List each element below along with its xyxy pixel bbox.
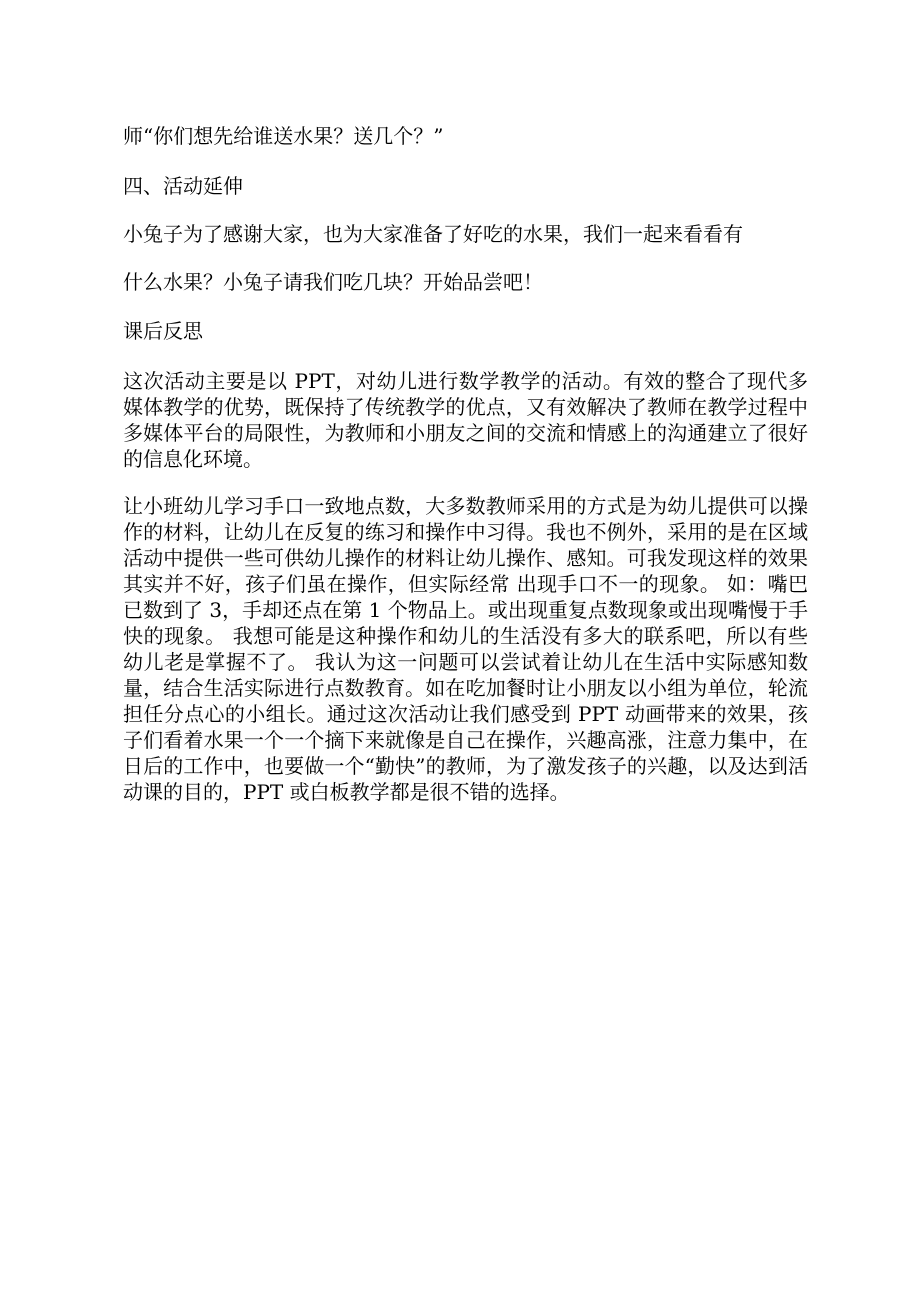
dialogue-line: 师“你们想先给谁送水果？送几个？” [123,124,444,148]
reflection-paragraph-2: 让小班幼儿学习手口一致地点数，大多数教师采用的方式是为幼儿提供可以操作的材料，让幼儿在反复的练习和操作中习得。我也不例外，采用的是在区域活动中提供一些可供幼儿操作的材料让幼儿操作、感知。可我发现这样的效果其实并不好，孩子们虽在操作，但实际经常 出现手口不一的现象。 如：嘴巴已数到了 3，手却还点在第 1 个物品上。或出现重复点数现象或出现嘴慢于手快的现象。 我想可能是这种操作和幼儿的生活没有多大的联系吧，所以有些幼儿老是掌握不了。 我认为这一问题可以尝试着让幼儿在生活中实际感知数量，结合生活实际进行点数教育。如在吃加餐时让小朋友以小组为单位，轮流担任分点心的小组长。通过这次活动让我们感受到 PPT 动画带来的效果，孩子们看着水果一个一个摘下来就像是自己在操作，兴趣高涨，注意力集中，在日后的工作中，也要做一个“勤快”的教师，为了激发孩子的兴趣，以及达到活动课的目的，PPT 或白板教学都是很不错的选择。 [123,494,808,804]
body-line: 小兔子为了感谢大家，也为大家准备了好吃的水果，我们一起来看看有 [123,222,743,246]
section-heading-reflection: 课后反思 [123,319,203,343]
reflection-paragraph-1: 这次活动主要是以 PPT，对幼儿进行数学教学的活动。有效的整合了现代多媒体教学的优势，既保持了传统教学的优点，又有效解决了教师在教学过程中多媒体平台的局限性，为教师和小朋友之间的交流和情感上的沟通建立了很好的信息化环境。 [123,369,808,471]
body-line: 什么水果？小兔子请我们吃几块？开始品尝吧！ [123,270,543,294]
section-heading-activity-extension: 四、活动延伸 [123,174,243,198]
